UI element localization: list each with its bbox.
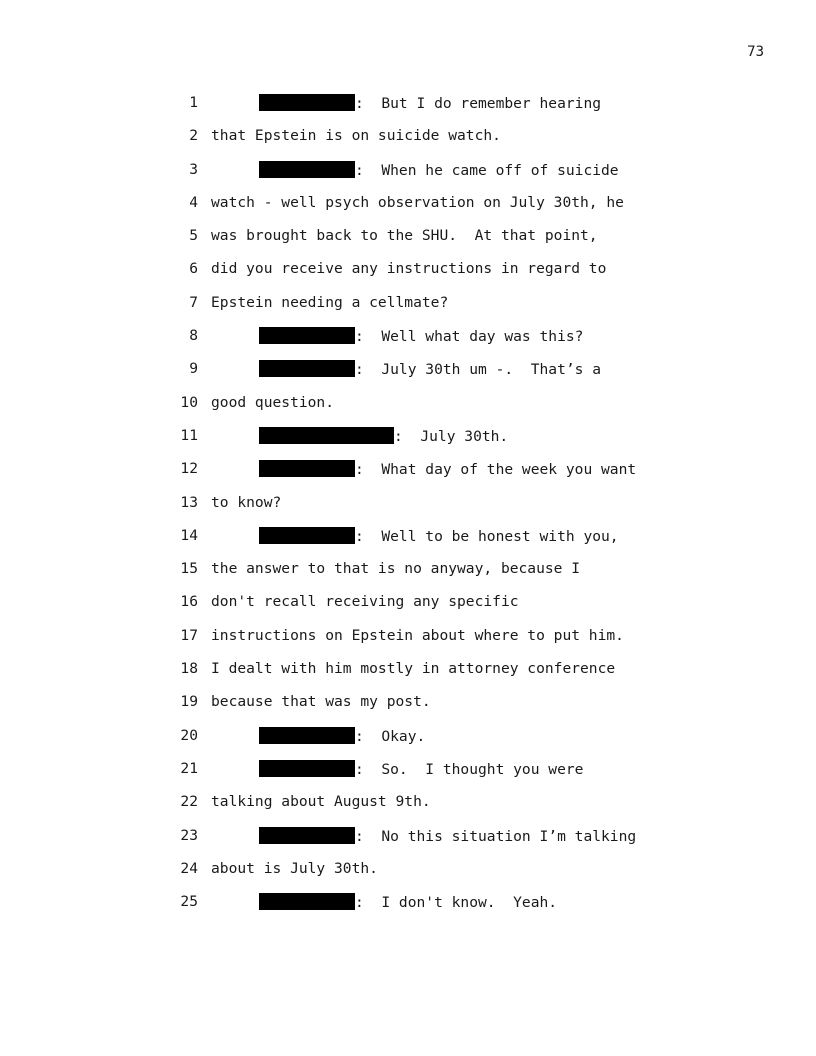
- line-number: 1: [189, 94, 198, 111]
- redacted-speaker-name: [259, 760, 355, 777]
- redacted-speaker-name: [259, 727, 355, 744]
- spoken-text: : Okay.: [355, 727, 426, 745]
- transcript-line: [0, 119, 816, 152]
- line-text: about is July 30th.: [211, 859, 378, 877]
- spoken-text: : July 30th.: [394, 427, 509, 445]
- spoken-text: : But I do remember hearing: [355, 95, 602, 112]
- speaker-line-text: [211, 460, 636, 479]
- transcript-line: [0, 486, 816, 519]
- transcript-line: [0, 452, 816, 485]
- line-number: 20: [180, 726, 198, 744]
- line-number: 6: [189, 260, 198, 278]
- spoken-text: : What day of the week you want: [355, 461, 637, 479]
- spoken-text: : July 30th um -. That’s a: [355, 361, 602, 379]
- line-number: 9: [189, 360, 198, 378]
- transcript-line: [0, 852, 816, 885]
- redacted-speaker-name: [259, 327, 355, 344]
- line-number: 24: [180, 859, 198, 877]
- spoken-text: : Well what day was this?: [355, 328, 584, 346]
- transcript-line: [0, 552, 816, 585]
- speaker-line-text: [211, 827, 636, 846]
- line-text: Epstein needing a cellmate?: [211, 293, 449, 311]
- line-number: 21: [180, 759, 198, 777]
- line-text: good question.: [211, 393, 335, 411]
- speaker-line-text: [211, 893, 557, 912]
- line-number: 14: [180, 526, 198, 544]
- spoken-text: : No this situation I’m talking: [355, 827, 637, 845]
- speaker-line-text: [211, 327, 583, 346]
- speaker-line-text: [211, 94, 601, 113]
- transcript-line: [0, 352, 816, 385]
- transcript-line: [0, 819, 816, 852]
- line-text: did you receive any instructions in regard to: [211, 260, 607, 278]
- line-number: 5: [189, 227, 198, 245]
- line-number: 16: [180, 593, 198, 611]
- speaker-line-text: [211, 727, 425, 746]
- speaker-line-text: [211, 427, 508, 446]
- transcript-line: [0, 186, 816, 219]
- spoken-text: : So. I thought you were: [355, 760, 584, 778]
- transcript-line: [0, 153, 816, 186]
- line-number: 3: [189, 160, 198, 178]
- line-number: 10: [180, 393, 198, 411]
- spoken-text: : When he came off of suicide: [355, 161, 619, 179]
- line-number: 15: [180, 560, 198, 578]
- line-text: don't recall receiving any specific: [211, 593, 519, 611]
- line-number: 7: [189, 293, 198, 311]
- redacted-speaker-name: [259, 360, 355, 377]
- speaker-line-text: [211, 760, 583, 779]
- redacted-speaker-name: [259, 527, 355, 544]
- transcript-line: [0, 386, 816, 419]
- transcript-line: [0, 86, 816, 119]
- line-text: because that was my post.: [211, 693, 431, 711]
- transcript-line: [0, 652, 816, 685]
- redacted-speaker-name: [259, 94, 355, 111]
- line-text: to know?: [211, 493, 282, 511]
- line-number: 2: [189, 127, 198, 145]
- line-number: 11: [180, 426, 198, 444]
- redacted-speaker-name: [259, 427, 394, 444]
- line-number: 8: [189, 327, 198, 345]
- line-text: instructions on Epstein about where to put him.: [211, 626, 624, 644]
- transcript-line: [0, 719, 816, 752]
- transcript-line: [0, 219, 816, 252]
- transcript-line: [0, 252, 816, 285]
- transcript-line: [0, 685, 816, 718]
- transcript-line: [0, 885, 816, 918]
- transcript-line: [0, 585, 816, 618]
- line-text: was brought back to the SHU. At that point,: [211, 227, 598, 245]
- line-text: talking about August 9th.: [211, 793, 431, 811]
- line-number: 17: [180, 626, 198, 644]
- transcript-line: [0, 286, 816, 319]
- line-text: the answer to that is no anyway, because I: [211, 560, 581, 578]
- line-number: 23: [180, 826, 198, 844]
- line-number: 13: [180, 493, 198, 511]
- speaker-line-text: [211, 360, 601, 379]
- transcript-line: [0, 419, 816, 452]
- transcript-line: [0, 619, 816, 652]
- line-text: I dealt with him mostly in attorney conference: [211, 660, 616, 678]
- page-number: 73: [747, 44, 764, 60]
- line-number: 18: [180, 660, 198, 678]
- line-number: 22: [180, 793, 198, 811]
- transcript-line: [0, 519, 816, 552]
- line-number: 25: [180, 893, 198, 911]
- transcript-line: [0, 785, 816, 818]
- speaker-line-text: [211, 161, 619, 180]
- line-number: 12: [180, 460, 198, 478]
- line-text: that Epstein is on suicide watch.: [211, 127, 501, 145]
- transcript-line: [0, 752, 816, 785]
- redacted-speaker-name: [259, 827, 355, 844]
- transcript-body: [0, 86, 816, 918]
- redacted-speaker-name: [259, 893, 355, 910]
- redacted-speaker-name: [259, 460, 355, 477]
- spoken-text: : I don't know. Yeah.: [355, 894, 558, 912]
- redacted-speaker-name: [259, 161, 355, 178]
- transcript-line: [0, 319, 816, 352]
- line-text: watch - well psych observation on July 30th, he: [211, 193, 624, 211]
- line-number: 4: [189, 193, 198, 211]
- spoken-text: : Well to be honest with you,: [355, 527, 619, 545]
- speaker-line-text: [211, 527, 619, 546]
- line-number: 19: [180, 693, 198, 711]
